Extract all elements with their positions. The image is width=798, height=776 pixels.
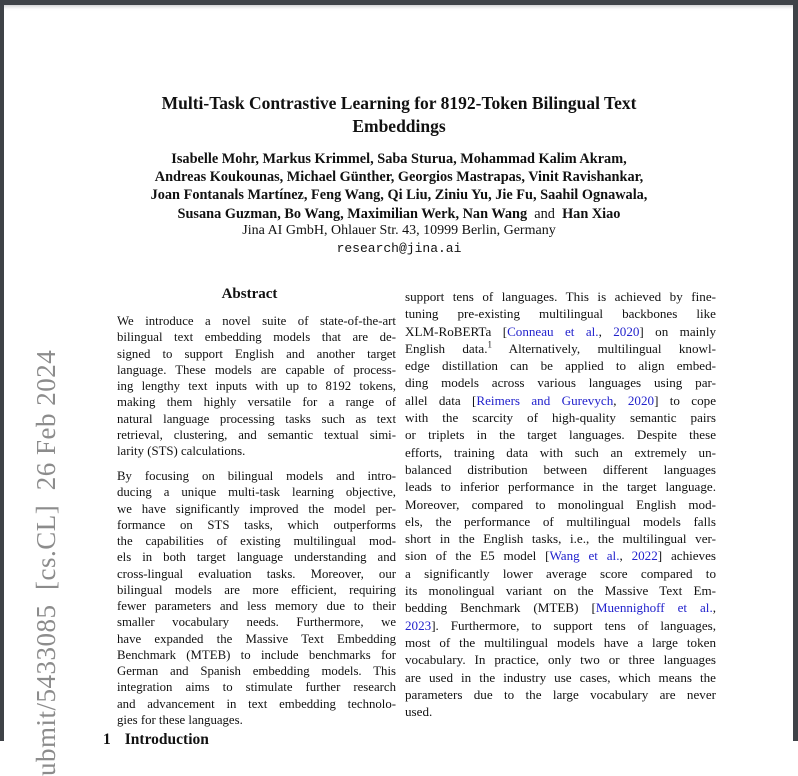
text-line: [405, 530, 716, 547]
author-list: [0, 150, 798, 223]
text-segment: ,: [613, 392, 628, 408]
text-line: [117, 696, 396, 712]
citation-link[interactable]: 2020: [613, 323, 640, 339]
text-segment: used.: [405, 704, 433, 720]
text-line: [117, 362, 396, 378]
text-line: [117, 427, 396, 443]
text-segment: language. These models are capable of process-: [117, 362, 396, 377]
text-segment: Joan Fontanals Martínez, Feng Wang, Qi Liu, Ziniu Yu, Jie Fu, Saahil Ognawala,: [150, 187, 648, 204]
text-segment: Andreas Koukounas, Michael Günther, Georgios Mastrapas, Vinit Ravishankar,: [154, 169, 644, 186]
section-title: Introduction: [124, 731, 209, 748]
text-segment: formance on STS tasks, which outperforms: [117, 517, 396, 532]
text-segment: Susana Guzman, Bo Wang, Maximilian Werk, Nan Wang: [177, 205, 528, 222]
paper-title: [0, 92, 798, 138]
text-segment: natural language processing tasks such as text: [117, 411, 396, 426]
body-column-right: [405, 288, 716, 720]
text-segment: gies for these languages.: [117, 712, 243, 727]
text-segment: We introduce a novel suite of state-of-the-art: [117, 314, 396, 328]
text-segment: fewer parameters and less memory due to their: [117, 599, 396, 613]
text-line: [405, 478, 716, 495]
abstract-heading: Abstract: [221, 286, 278, 302]
text-segment: Embeddings: [352, 116, 446, 136]
text-segment: and: [527, 205, 563, 222]
text-line: [117, 533, 396, 549]
text-segment: ,: [598, 323, 614, 339]
text-line: [117, 566, 396, 582]
text-segment: ding models across various languages using par-: [405, 375, 716, 391]
text-line: [117, 346, 396, 362]
text-line: [117, 712, 396, 728]
text-segment: ducing a unique multi-task learning objective,: [117, 485, 396, 500]
text-segment: allel data [: [405, 392, 477, 408]
text-line: [117, 501, 396, 517]
text-segment: and advancement in text embedding technolo-: [117, 696, 396, 711]
text-line: [117, 582, 396, 598]
text-segment: its monolingual variant on the Massive Text Em-: [405, 583, 716, 599]
text-line: [117, 378, 396, 394]
text-line: [117, 329, 396, 345]
text-segment: have expanded the Massive Text Embedding: [117, 631, 396, 646]
text-segment: larity (STS) calculations.: [117, 444, 246, 458]
text-segment: Isabelle Mohr, Markus Krimmel, Saba Sturua, Mohammad Kalim Akram,: [171, 151, 627, 167]
citation-link[interactable]: 2020: [627, 392, 655, 408]
text-segment: ] achieves: [657, 548, 717, 564]
text-line: [117, 614, 396, 630]
citation-link[interactable]: Reimers and Gurevych: [476, 392, 614, 408]
text-segment: support tens of languages. This is achieved by fine-: [405, 289, 716, 304]
text-segment: vocabulary. In practice, only two or three languages: [405, 652, 716, 668]
text-line: [405, 669, 716, 686]
text-line: [117, 443, 396, 459]
arxiv-stamp: ubmit/5433085 [cs.CL] 26 Feb 2024: [31, 349, 61, 776]
text-segment: short in the English tasks, i.e., the multilingual ver-: [405, 531, 716, 547]
text-segment: tuning pre-existing multilingual backbones like: [405, 306, 716, 322]
text-line: [405, 599, 716, 616]
text-segment: the capabilities of existing multilingual mod-: [117, 534, 396, 548]
text-segment: making them highly versatile for a range of: [117, 395, 396, 410]
text-line: [117, 411, 396, 427]
text-segment: ] on mainly: [639, 323, 717, 339]
abstract-paragraph-2: [117, 468, 396, 728]
text-line: [117, 517, 396, 533]
text-line: [405, 582, 716, 599]
text-segment: cross-lingual evaluation tasks. Moreover, our: [117, 566, 396, 581]
text-line: [405, 288, 716, 305]
text-segment: ing lengthy text inputs with up to 8192 tokens,: [117, 379, 396, 393]
text-line: [405, 513, 716, 530]
text-line: [117, 394, 396, 410]
citation-link[interactable]: Wang et al.: [549, 548, 620, 564]
text-segment: Moreover, compared to monolingual English mod-: [405, 496, 716, 512]
text-line: [405, 444, 716, 461]
section-number: 1: [103, 731, 111, 748]
text-segment: we have significantly improved the model per-: [117, 501, 396, 516]
text-segment: ,: [619, 548, 632, 564]
text-segment: By focusing on bilingual models and intro-: [117, 469, 396, 483]
text-line: [405, 565, 716, 582]
text-segment: balanced distribution between different languages: [405, 461, 716, 477]
text-segment: XLM-RoBERTa [: [405, 323, 508, 339]
text-line: [117, 631, 396, 647]
text-segment: els, the performance of multilingual models falls: [405, 513, 716, 529]
citation-link[interactable]: Conneau et al.: [507, 323, 599, 339]
citation-link[interactable]: 2023: [405, 617, 432, 633]
text-line: [405, 651, 716, 668]
text-line: [117, 679, 396, 695]
text-segment: German and Spanish embedding models. This: [117, 664, 396, 678]
text-segment: leads to inferior performance in the target language.: [405, 479, 716, 495]
text-segment: bilingual text embedding models that are de-: [117, 330, 396, 345]
text-segment: smaller vocabulary needs. Furthermore, we: [117, 615, 396, 630]
text-line: [405, 305, 716, 322]
text-line: [405, 461, 716, 478]
text-line: [117, 313, 396, 329]
text-segment: most of the multilingual models have a large token: [405, 634, 716, 650]
text-line: [117, 598, 396, 614]
text-segment: Benchmark (MTEB) to include benchmarks for: [117, 647, 396, 662]
text-line: [405, 340, 716, 357]
text-line: [405, 617, 716, 634]
text-line: [0, 150, 798, 168]
text-segment: English data.: [405, 340, 488, 356]
footnote-marker: 1: [487, 339, 492, 350]
text-line: [405, 426, 716, 443]
text-segment: Han Xiao: [562, 205, 621, 222]
text-segment: ]. Furthermore, to support tens of languages,: [431, 617, 716, 633]
text-line: [117, 484, 396, 500]
citation-link[interactable]: 2022: [631, 548, 658, 564]
text-segment: Alternatively, multilingual knowl-: [491, 340, 716, 356]
email-address: research@jina.ai: [336, 241, 462, 256]
text-line: [405, 703, 716, 720]
text-segment: efforts, training data with such an extremely un-: [405, 444, 716, 460]
text-line: [405, 392, 716, 409]
text-line: [0, 186, 798, 204]
text-line: [405, 409, 716, 426]
text-segment: Multi-Task Contrastive Learning for 8192-Token Bilingual Text: [161, 93, 637, 113]
abstract-paragraph-1: [117, 313, 396, 459]
text-segment: integration aims to stimulate further research: [117, 680, 396, 695]
text-line: [405, 686, 716, 703]
text-segment: ,: [712, 600, 717, 616]
viewer-frame-top: [0, 0, 798, 5]
text-line: [0, 205, 798, 223]
text-segment: are used in the industry use cases, which means the: [405, 669, 716, 685]
text-line: [117, 647, 396, 663]
text-line: [117, 468, 396, 484]
text-segment: a significantly lower average score compared to: [405, 565, 716, 581]
affiliation: Jina AI GmbH, Ohlauer Str. 43, 10999 Berlin, Germany: [242, 223, 556, 238]
text-segment: parameters due to the large vocabulary are never: [405, 686, 716, 702]
text-line: [0, 115, 798, 138]
text-line: [405, 496, 716, 513]
text-line: [405, 547, 716, 564]
text-segment: retrieval, clustering, and semantic textual simi-: [117, 427, 396, 442]
text-segment: ] to cope: [654, 392, 717, 408]
text-segment: bedding Benchmark (MTEB) [: [405, 600, 596, 616]
section-heading-introduction: [103, 731, 209, 749]
text-line: [405, 634, 716, 651]
text-line: [117, 663, 396, 679]
text-segment: with the scarcity of high-quality semantic pairs: [405, 410, 716, 426]
text-line: [405, 374, 716, 391]
text-line: [405, 323, 716, 340]
text-segment: bilingual models are more efficient, requiring: [117, 582, 396, 597]
citation-link[interactable]: Muennighoff et al.: [595, 600, 713, 616]
text-segment: els in both target language understanding and: [117, 550, 396, 565]
text-line: [0, 92, 798, 115]
text-segment: or triplets in the target languages. Despite these: [405, 427, 716, 443]
text-segment: sion of the E5 model [: [405, 548, 550, 564]
text-line: [0, 168, 798, 186]
text-segment: signed to support English and another target: [117, 346, 396, 361]
text-segment: edge distillation can be applied to align embed-: [405, 358, 716, 374]
text-line: [405, 357, 716, 374]
text-line: [117, 549, 396, 565]
